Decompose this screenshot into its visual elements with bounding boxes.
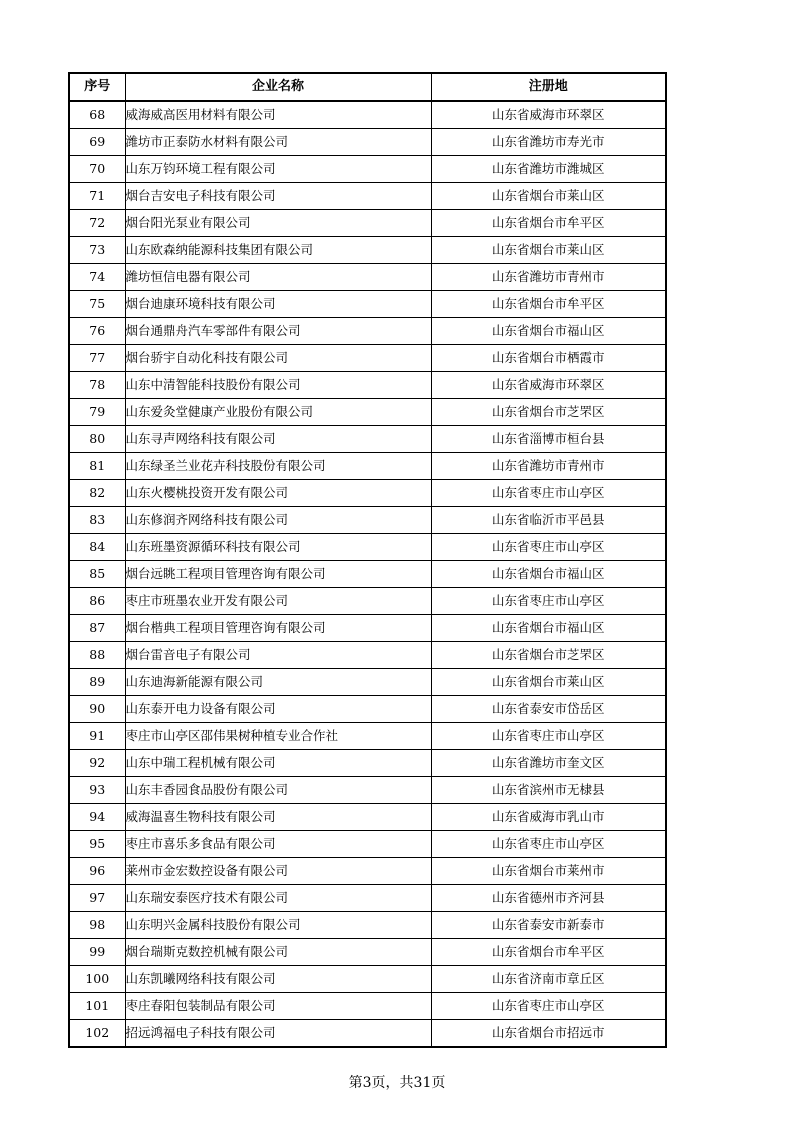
cell-company-name: 枣庄市喜乐多食品有限公司: [125, 831, 431, 858]
cell-serial-number: 90: [69, 696, 125, 723]
cell-company-name: 山东班墨资源循环科技有限公司: [125, 534, 431, 561]
table-row: [69, 966, 666, 993]
cell-registered-location: 山东省临沂市平邑县: [431, 507, 666, 534]
cell-registered-location: 山东省烟台市芝罘区: [431, 399, 666, 426]
cell-registered-location: 山东省烟台市莱州市: [431, 858, 666, 885]
table-row: [69, 561, 666, 588]
cell-registered-location: 山东省烟台市牟平区: [431, 291, 666, 318]
cell-registered-location: 山东省德州市齐河县: [431, 885, 666, 912]
cell-serial-number: 77: [69, 345, 125, 372]
cell-company-name: 潍坊市正泰防水材料有限公司: [125, 129, 431, 156]
cell-serial-number: 70: [69, 156, 125, 183]
table-row: [69, 183, 666, 210]
cell-serial-number: 79: [69, 399, 125, 426]
cell-company-name: 山东迪海新能源有限公司: [125, 669, 431, 696]
cell-serial-number: 102: [69, 1020, 125, 1048]
cell-company-name: 烟台远眺工程项目管理咨询有限公司: [125, 561, 431, 588]
cell-company-name: 山东中清智能科技股份有限公司: [125, 372, 431, 399]
table-row: [69, 885, 666, 912]
cell-company-name: 枣庄市班墨农业开发有限公司: [125, 588, 431, 615]
cell-serial-number: 91: [69, 723, 125, 750]
cell-company-name: 山东绿圣兰业花卉科技股份有限公司: [125, 453, 431, 480]
table-row: [69, 723, 666, 750]
cell-serial-number: 75: [69, 291, 125, 318]
page-number: 第3页，共31页: [348, 1075, 446, 1091]
cell-serial-number: 69: [69, 129, 125, 156]
cell-serial-number: 97: [69, 885, 125, 912]
cell-company-name: 山东爱灸堂健康产业股份有限公司: [125, 399, 431, 426]
header-company-name: 企业名称: [125, 73, 431, 101]
cell-company-name: 山东寻声网络科技有限公司: [125, 426, 431, 453]
cell-serial-number: 95: [69, 831, 125, 858]
table-row: [69, 210, 666, 237]
cell-serial-number: 71: [69, 183, 125, 210]
cell-registered-location: 山东省滨州市无棣县: [431, 777, 666, 804]
cell-company-name: 烟台骄宇自动化科技有限公司: [125, 345, 431, 372]
cell-registered-location: 山东省烟台市牟平区: [431, 939, 666, 966]
table-row: [69, 993, 666, 1020]
cell-company-name: 烟台楷典工程项目管理咨询有限公司: [125, 615, 431, 642]
cell-serial-number: 98: [69, 912, 125, 939]
table-row: [69, 156, 666, 183]
cell-company-name: 山东丰香园食品股份有限公司: [125, 777, 431, 804]
cell-serial-number: 92: [69, 750, 125, 777]
cell-company-name: 山东火樱桃投资开发有限公司: [125, 480, 431, 507]
cell-registered-location: 山东省烟台市牟平区: [431, 210, 666, 237]
cell-company-name: 山东泰开电力设备有限公司: [125, 696, 431, 723]
table-row: [69, 939, 666, 966]
cell-company-name: 莱州市金宏数控设备有限公司: [125, 858, 431, 885]
cell-registered-location: 山东省潍坊市青州市: [431, 264, 666, 291]
table-row: [69, 750, 666, 777]
cell-registered-location: 山东省威海市乳山市: [431, 804, 666, 831]
table-row: [69, 101, 666, 129]
cell-serial-number: 78: [69, 372, 125, 399]
header-serial-number: 序号: [69, 73, 125, 101]
table-row: [69, 534, 666, 561]
table-row: [69, 804, 666, 831]
table-row: [69, 1020, 666, 1048]
table-row: [69, 237, 666, 264]
cell-serial-number: 86: [69, 588, 125, 615]
cell-registered-location: 山东省烟台市莱山区: [431, 183, 666, 210]
table-row: [69, 696, 666, 723]
cell-registered-location: 山东省淄博市桓台县: [431, 426, 666, 453]
cell-serial-number: 94: [69, 804, 125, 831]
cell-serial-number: 83: [69, 507, 125, 534]
table-row: [69, 480, 666, 507]
table-row: [69, 615, 666, 642]
table-row: [69, 912, 666, 939]
table-header-row: [69, 73, 666, 101]
cell-registered-location: 山东省潍坊市青州市: [431, 453, 666, 480]
cell-registered-location: 山东省济南市章丘区: [431, 966, 666, 993]
cell-company-name: 山东修润齐网络科技有限公司: [125, 507, 431, 534]
cell-serial-number: 80: [69, 426, 125, 453]
cell-serial-number: 72: [69, 210, 125, 237]
cell-company-name: 烟台雷音电子有限公司: [125, 642, 431, 669]
cell-registered-location: 山东省烟台市福山区: [431, 615, 666, 642]
cell-registered-location: 山东省烟台市福山区: [431, 561, 666, 588]
cell-registered-location: 山东省枣庄市山亭区: [431, 534, 666, 561]
table-row: [69, 669, 666, 696]
table-row: [69, 264, 666, 291]
cell-registered-location: 山东省烟台市福山区: [431, 318, 666, 345]
cell-company-name: 山东明兴金属科技股份有限公司: [125, 912, 431, 939]
cell-company-name: 烟台阳光泵业有限公司: [125, 210, 431, 237]
cell-serial-number: 81: [69, 453, 125, 480]
cell-company-name: 山东万钧环境工程有限公司: [125, 156, 431, 183]
cell-registered-location: 山东省烟台市栖霞市: [431, 345, 666, 372]
cell-company-name: 山东中瑞工程机械有限公司: [125, 750, 431, 777]
table-row: [69, 345, 666, 372]
cell-company-name: 枣庄春阳包装制品有限公司: [125, 993, 431, 1020]
cell-company-name: 威海威高医用材料有限公司: [125, 101, 431, 129]
cell-registered-location: 山东省泰安市新泰市: [431, 912, 666, 939]
cell-serial-number: 73: [69, 237, 125, 264]
cell-company-name: 潍坊恒信电器有限公司: [125, 264, 431, 291]
cell-serial-number: 89: [69, 669, 125, 696]
table-row: [69, 318, 666, 345]
cell-company-name: 威海温喜生物科技有限公司: [125, 804, 431, 831]
table-row: [69, 129, 666, 156]
cell-serial-number: 87: [69, 615, 125, 642]
cell-registered-location: 山东省枣庄市山亭区: [431, 831, 666, 858]
cell-company-name: 烟台瑞斯克数控机械有限公司: [125, 939, 431, 966]
table-row: [69, 831, 666, 858]
cell-serial-number: 82: [69, 480, 125, 507]
cell-registered-location: 山东省潍坊市潍城区: [431, 156, 666, 183]
cell-company-name: 枣庄市山亭区邵伟果树种植专业合作社: [125, 723, 431, 750]
cell-company-name: 山东瑞安泰医疗技术有限公司: [125, 885, 431, 912]
cell-registered-location: 山东省枣庄市山亭区: [431, 588, 666, 615]
table-row: [69, 453, 666, 480]
cell-serial-number: 74: [69, 264, 125, 291]
cell-serial-number: 96: [69, 858, 125, 885]
cell-serial-number: 99: [69, 939, 125, 966]
cell-registered-location: 山东省潍坊市奎文区: [431, 750, 666, 777]
cell-registered-location: 山东省泰安市岱岳区: [431, 696, 666, 723]
table-row: [69, 426, 666, 453]
cell-registered-location: 山东省烟台市招远市: [431, 1020, 666, 1048]
cell-registered-location: 山东省潍坊市寿光市: [431, 129, 666, 156]
header-registered-location: 注册地: [431, 73, 666, 101]
cell-company-name: 山东欧森纳能源科技集团有限公司: [125, 237, 431, 264]
cell-serial-number: 88: [69, 642, 125, 669]
table-row: [69, 372, 666, 399]
company-table: [68, 72, 667, 1048]
cell-registered-location: 山东省威海市环翠区: [431, 372, 666, 399]
cell-registered-location: 山东省枣庄市山亭区: [431, 480, 666, 507]
cell-serial-number: 84: [69, 534, 125, 561]
table-row: [69, 399, 666, 426]
cell-registered-location: 山东省枣庄市山亭区: [431, 723, 666, 750]
cell-registered-location: 山东省烟台市莱山区: [431, 237, 666, 264]
table-row: [69, 507, 666, 534]
table-row: [69, 588, 666, 615]
table-row: [69, 291, 666, 318]
cell-serial-number: 76: [69, 318, 125, 345]
cell-serial-number: 101: [69, 993, 125, 1020]
table-row: [69, 642, 666, 669]
cell-company-name: 烟台吉安电子科技有限公司: [125, 183, 431, 210]
cell-company-name: 烟台通鼎舟汽车零部件有限公司: [125, 318, 431, 345]
cell-registered-location: 山东省枣庄市山亭区: [431, 993, 666, 1020]
cell-serial-number: 68: [69, 101, 125, 129]
cell-registered-location: 山东省烟台市莱山区: [431, 669, 666, 696]
table-body: [69, 101, 666, 1047]
table-row: [69, 858, 666, 885]
cell-company-name: 烟台迪康环境科技有限公司: [125, 291, 431, 318]
cell-company-name: 山东凯曦网络科技有限公司: [125, 966, 431, 993]
cell-company-name: 招远鸿福电子科技有限公司: [125, 1020, 431, 1048]
cell-serial-number: 93: [69, 777, 125, 804]
cell-serial-number: 100: [69, 966, 125, 993]
cell-registered-location: 山东省烟台市芝罘区: [431, 642, 666, 669]
cell-registered-location: 山东省威海市环翠区: [431, 101, 666, 129]
table-row: [69, 777, 666, 804]
cell-serial-number: 85: [69, 561, 125, 588]
